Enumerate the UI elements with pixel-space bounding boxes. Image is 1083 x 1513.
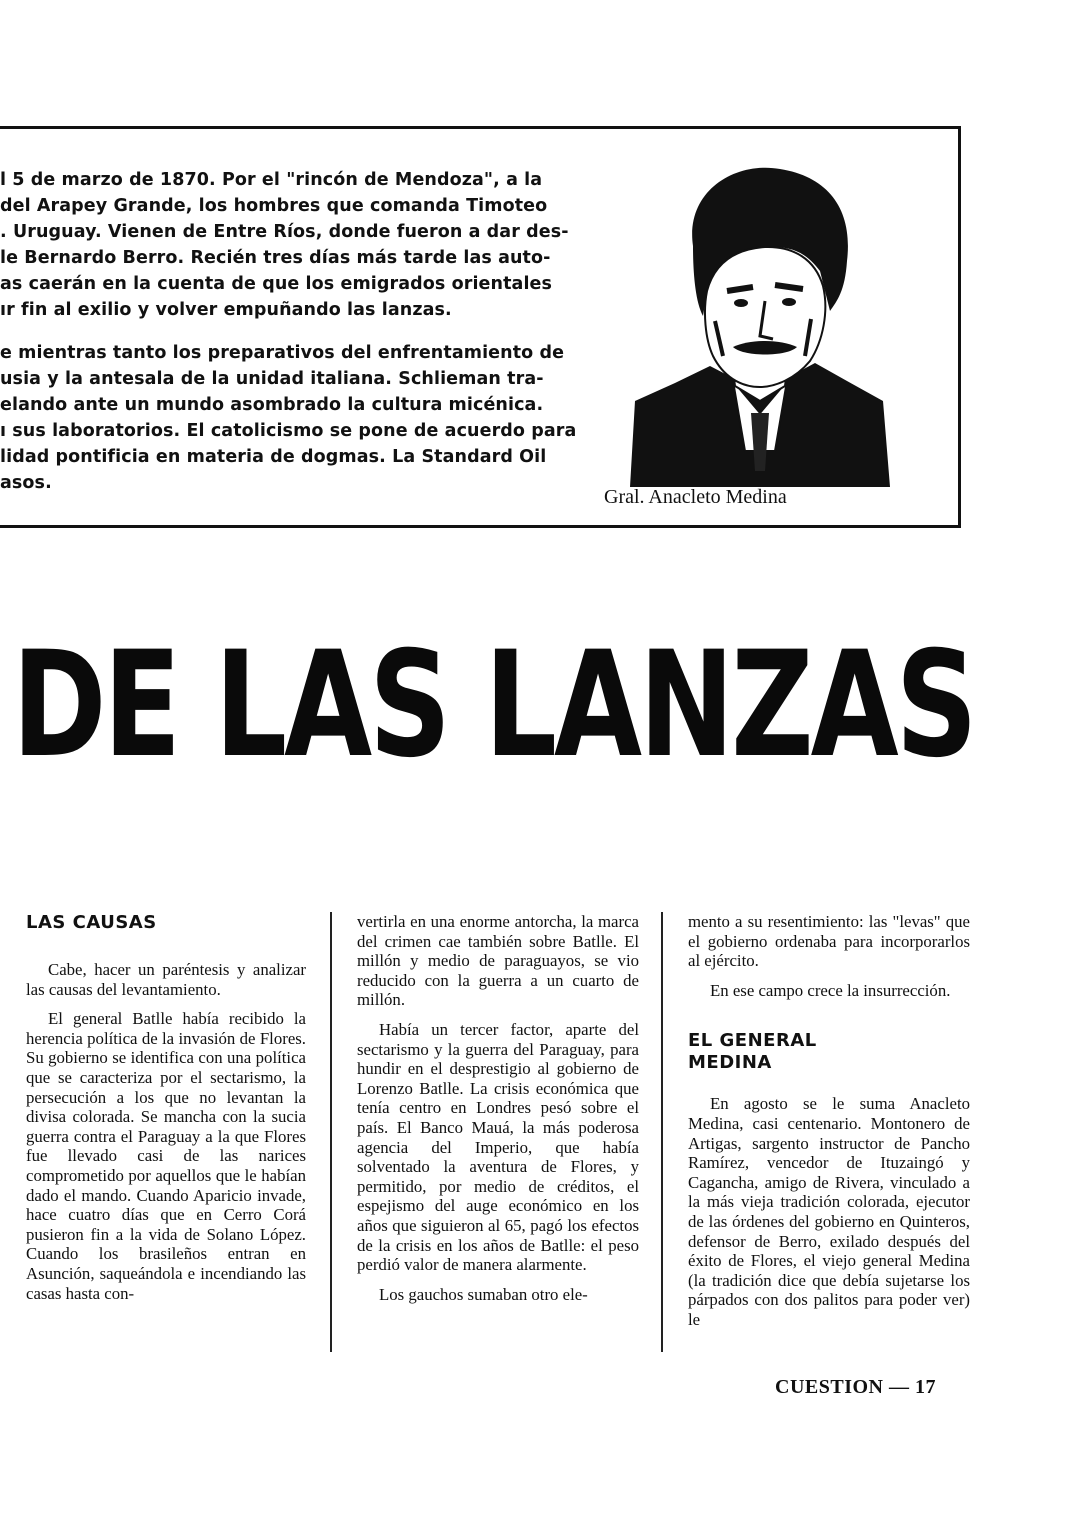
intro-line: ı sus laboratorios. El catolicismo se pone de acuerdo para (0, 421, 577, 441)
column-2 (357, 912, 639, 1314)
page-footer: CUESTION — 17 (775, 1376, 936, 1398)
intro-line: l 5 de marzo de 1870. Por el "rincón de Mendoza", a la (0, 170, 543, 190)
headline: DE LAS LANZAS (12, 620, 975, 790)
intro-paragraph-2 (0, 340, 585, 496)
heading-line: MEDINA (688, 1052, 772, 1074)
paragraph: vertirla en una enorme antorcha, la marca del crimen cae también sobre Batlle. El millón y medio de paraguayos, se vio reducido con la guerra a un cuarto de millón. (357, 912, 639, 1010)
intro-line: as caerán en la cuenta de que los emigrados orientales (0, 274, 553, 294)
intro-line: e mientras tanto los preparativos del enfrentamiento de (0, 343, 565, 363)
paragraph: Los gauchos sumaban otro ele- (379, 1284, 588, 1304)
intro-line: . Uruguay. Vienen de Entre Ríos, donde fueron a dar des- (0, 222, 569, 242)
heading-line: EL GENERAL (688, 1030, 817, 1052)
intro-paragraph-1 (0, 167, 585, 323)
intro-line: ır fin al exilio y volver empuñando las lanzas. (0, 300, 452, 320)
paragraph: Había un tercer factor, aparte del sectarismo y la guerra del Paraguay, para hundir en el desprestigio al gobierno de Lorenzo Batlle. La crisis económica que tenía centro en Londres pesó sobre el país. El Banco Mauá, la más poderosa agencia del Imperio, que había solventado la aventura de Flores, y permitido, por medio de créditos, el espejismo del auge económico en los años que siguieron al 65, pagó los efectos de la crisis en los años de Batlle: el peso perdió valor de manera alarmente. (357, 1019, 639, 1275)
intro-line: elando ante un mundo asombrado la cultura micénica. (0, 395, 544, 415)
portrait-caption: Gral. Anacleto Medina (604, 486, 787, 508)
intro-line: asos. (0, 473, 52, 493)
intro-text (0, 167, 585, 513)
intro-line: le Bernardo Berro. Recién tres días más tarde las auto- (0, 248, 551, 268)
portrait-illustration (615, 151, 905, 487)
paragraph: En agosto se le suma Anacleto Medina, casi centenario. Montonero de Artigas, sargento instructor de Pancho Ramírez, vencedor de Ituzaingó y Cagancha, amigo de Rivera, vinculado a la más vieja tradición colorada, ejecutor de las órdenes del gobierno en Quinteros, defensor de Berro, exilado después del éxito de Flores, el viejo general Medina (la tradición dice que debía sujetarse los párpados con dos palitos para poder ver) le (688, 1094, 970, 1329)
intro-line: lidad pontificia en materia de dogmas. La Standard Oil (0, 447, 547, 467)
paragraph: En ese campo crece la insurrección. (710, 980, 951, 1000)
section-heading-medina (688, 1030, 970, 1074)
intro-line: usia y la antesala de la unidad italiana. Schlieman tra- (0, 369, 544, 389)
intro-box (0, 126, 961, 528)
paragraph: Cabe, hacer un paréntesis y analizar las causas del levantamiento. (26, 960, 306, 999)
column-1 (26, 912, 306, 1313)
column-divider (330, 912, 332, 1352)
paragraph: mento a su resentimiento: las "levas" que el gobierno ordenaba para incorporarlos al ejército. (688, 912, 970, 971)
section-heading-causas: LAS CAUSAS (26, 912, 157, 933)
column-divider (661, 912, 663, 1352)
column-3 (688, 912, 970, 1340)
paragraph: El general Batlle había recibido la herencia política de la invasión de Flores. Su gobierno se identifica con una política que se caracteriza por el sectarismo, la persecución a los que no levantan la divisa colorada. Se mancha con la sucia guerra contra el Paraguay a la que Flores fue llevado casi de las narices comprometido por aquellos que le habían dado el mando. Cuando Aparicio invade, hace cuatro días que en Cerro Corá pusieron fin a la vida de Solano López. Cuando los brasileños entran en Asunción, saqueándola e incendiando las casas hasta con- (26, 1009, 306, 1303)
intro-line: del Arapey Grande, los hombres que comanda Timoteo (0, 196, 548, 216)
